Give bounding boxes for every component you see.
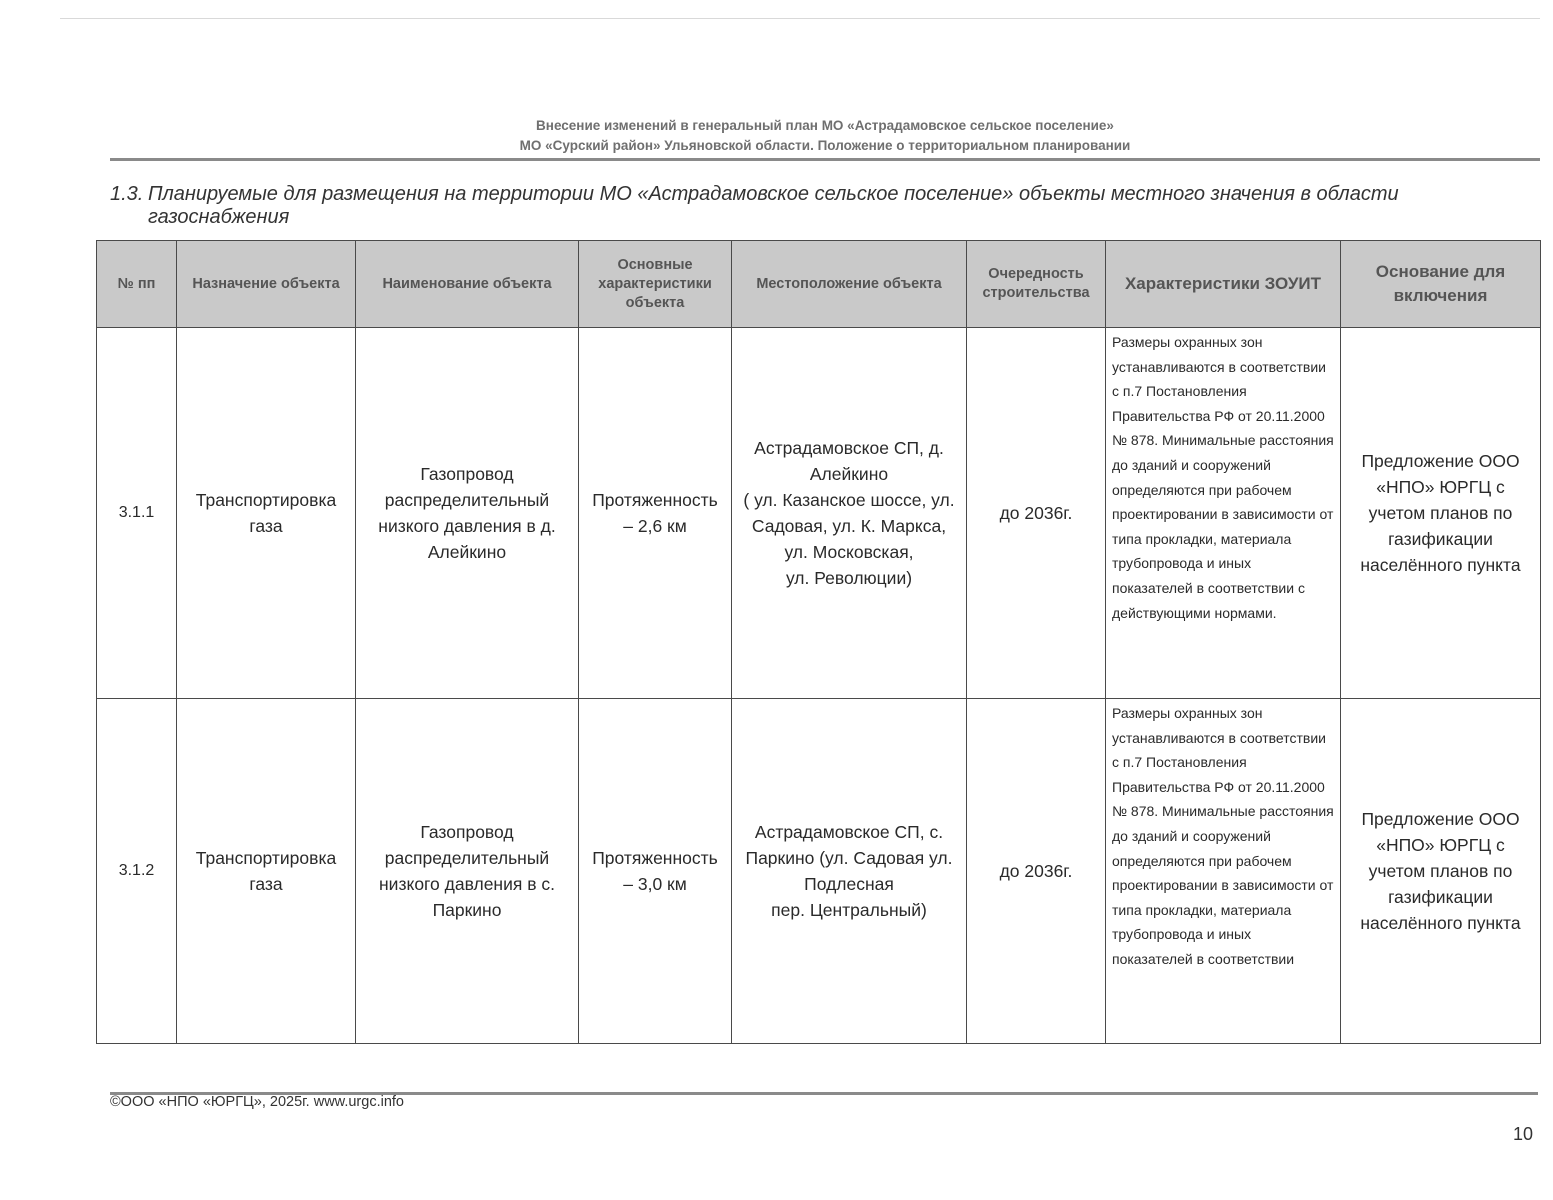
section-title-line-2: газоснабжения — [148, 206, 290, 228]
table-row — [97, 328, 1541, 699]
section-title — [110, 183, 1550, 229]
object-location — [732, 328, 967, 699]
header-divider — [110, 158, 1540, 161]
page-number: 10 — [1512, 1124, 1533, 1144]
location-part: Астрадамовское СП, д. Алейкино — [754, 438, 944, 484]
object-name: Газопровод распределительный низкого давления в д. Алейкино — [356, 328, 579, 699]
table-header-row — [97, 241, 1541, 328]
header-line-1: Внесение изменений в генеральный план МО «Астрадамовское сельское поселение» — [536, 118, 1114, 133]
zouit-characteristics: Размеры охранных зон устанавливаются в соответствии с п.7 Постановления Правительства РФ от 20.11.2000 № 878. Минимальные расстояния до зданий и сооружений определяются при рабочем проектировании в зависимости от типа прокладки, материала трубопровода и иных показателей в соответствии с действующими нормами. — [1106, 328, 1341, 699]
section-number: 1.3. — [110, 183, 144, 205]
column-header: Очередность строительства — [967, 241, 1106, 328]
inclusion-basis: Предложение ООО «НПО» ЮРГЦ с учетом планов по газификации населённого пункта — [1341, 699, 1541, 1044]
footer-copyright: ©ООО «НПО «ЮРГЦ», 2025г. www.urgc.info — [110, 1094, 404, 1110]
column-header: Основание для включения — [1341, 241, 1541, 328]
object-purpose: Транспортировка газа — [177, 699, 356, 1044]
document-header — [110, 116, 1540, 156]
object-characteristics: Протяженность – 2,6 км — [579, 328, 732, 699]
inclusion-basis: Предложение ООО «НПО» ЮРГЦ с учетом планов по газификации населённого пункта — [1341, 328, 1541, 699]
row-number: 3.1.1 — [97, 328, 177, 699]
location-part: пер. Центральный) — [771, 900, 927, 920]
object-name: Газопровод распределительный низкого давления в с. Паркино — [356, 699, 579, 1044]
column-header: Основные характеристики объекта — [579, 241, 732, 328]
column-header: Наименование объекта — [356, 241, 579, 328]
column-header: Назначение объекта — [177, 241, 356, 328]
section-title-line-1: Планируемые для размещения на территории МО «Астрадамовское сельское поселение» объекты местного значения в области — [148, 183, 1399, 205]
location-part: Астрадамовское СП, с. Паркино (ул. Садовая ул. Подлесная — [745, 822, 953, 894]
object-purpose: Транспортировка газа — [177, 328, 356, 699]
object-characteristics: Протяженность – 3,0 км — [579, 699, 732, 1044]
zouit-characteristics — [1106, 699, 1341, 1044]
column-header: № пп — [97, 241, 177, 328]
construction-stage: до 2036г. — [967, 699, 1106, 1044]
column-header: Характеристики ЗОУИТ — [1106, 241, 1341, 328]
location-part: ул. Революции) — [785, 568, 913, 588]
construction-stage: до 2036г. — [967, 328, 1106, 699]
column-header: Местоположение объекта — [732, 241, 967, 328]
scan-artifact-line — [60, 18, 1540, 19]
header-line-2: МО «Сурский район» Ульяновской области. Положение о территориальном планировании — [519, 138, 1131, 153]
gas-objects-table — [96, 240, 1541, 1044]
location-part: ( ул. Казанское шоссе, ул. Садовая, ул. К. Маркса, ул. Московская, — [743, 490, 955, 562]
zouit-text: Размеры охранных зон устанавливаются в соответствии с п.7 Постановления Правительства РФ от 20.11.2000 № 878. Минимальные расстояния до зданий и сооружений определяются при рабочем проектировании в зависимости от типа прокладки, материала трубопровода и иных показателей в соответствии — [1112, 705, 1334, 967]
table-row — [97, 699, 1541, 1044]
object-location — [732, 699, 967, 1044]
row-number: 3.1.2 — [97, 699, 177, 1044]
